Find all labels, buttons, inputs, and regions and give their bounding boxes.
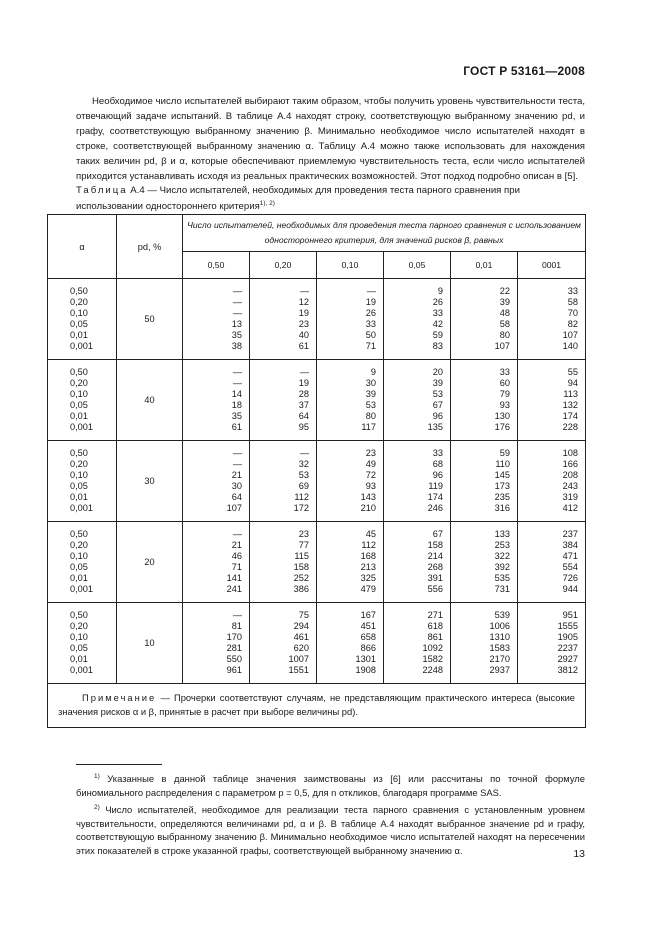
table-cell: 20 39 53 67 96 135 — [384, 360, 451, 441]
alpha-values: 0,50 0,20 0,10 0,05 0,01 0,001 — [48, 441, 117, 522]
table-cell: — 32 53 69 112 172 — [250, 441, 317, 522]
table-cell: 55 94 113 132 174 228 — [518, 360, 586, 441]
alpha-values: 0,50 0,20 0,10 0,05 0,01 0,001 — [48, 522, 117, 603]
alpha-values: 0,50 0,20 0,10 0,05 0,01 0,001 — [48, 360, 117, 441]
document-id: ГОСТ Р 53161—2008 — [463, 64, 585, 78]
note-row — [48, 684, 586, 728]
table-cell: 9 30 39 53 80 117 — [317, 360, 384, 441]
table-cell: 167 451 658 866 1301 1908 — [317, 603, 384, 684]
table-cell: 133 253 322 392 535 731 — [451, 522, 518, 603]
table-cell: — 19 26 33 50 71 — [317, 279, 384, 360]
header-alpha: α — [48, 215, 117, 279]
header-span: Число испытателей, необходимых для проведения теста парного сравнения с использованием одностороннего критерия, для значений рисков β, равных — [183, 215, 586, 252]
table-row — [48, 522, 586, 603]
alpha-values: 0,50 0,20 0,10 0,05 0,01 0,001 — [48, 603, 117, 684]
beta-header-5: 0001 — [518, 252, 586, 279]
table-cell: 75 294 461 620 1007 1551 — [250, 603, 317, 684]
table-cell: 33 68 96 119 174 246 — [384, 441, 451, 522]
table-note — [48, 684, 586, 728]
footnote-2-text: Число испытателей, необходимое для реализации теста парного сравнения с установленным уровнем чувствительности, определяются величинами pd, α и β. В таблице А.4 находят выбранное значение pd и графу, соответствующую выбранному значению β. Минимально необходимое число испытателей находят на пересечении этих показателей в строке указанной графы, соответствующей выбранному значению α. — [76, 804, 585, 856]
pd-value: 20 — [117, 522, 183, 603]
beta-header-0: 0,50 — [183, 252, 250, 279]
note-label: Примечание — [82, 692, 157, 703]
footnote-2 — [76, 801, 585, 857]
footnote-1 — [76, 770, 585, 799]
caption-refs: 1), 2) — [259, 199, 275, 207]
table-cell: 539 1006 1310 1583 2170 2937 — [451, 603, 518, 684]
caption-label: Таблица — [76, 185, 128, 196]
intro-paragraph — [76, 94, 585, 184]
footnote-1-marker: 1) — [94, 773, 100, 780]
pd-value: 40 — [117, 360, 183, 441]
table-cell: — 19 28 37 64 95 — [250, 360, 317, 441]
beta-header-2: 0,10 — [317, 252, 384, 279]
table-cell: — — 21 30 64 107 — [183, 441, 250, 522]
table-cell: 237 384 471 554 726 944 — [518, 522, 586, 603]
table-cell: — — — 13 35 38 — [183, 279, 250, 360]
footnote-1-text: Указанные в данной таблице значения заимствованы из [6] или рассчитаны по точной формуле биномиального распределения с параметром p = 0,5, для n откликов, благодаря программе SAS. — [76, 773, 585, 798]
pd-value: 30 — [117, 441, 183, 522]
table-caption — [76, 185, 585, 213]
page-number: 13 — [573, 848, 585, 860]
table-cell: 23 77 115 158 252 386 — [250, 522, 317, 603]
table-cell: 33 60 79 93 130 176 — [451, 360, 518, 441]
footnotes — [76, 770, 585, 859]
alpha-values: 0,50 0,20 0,10 0,05 0,01 0,001 — [48, 279, 117, 360]
table-cell: 23 49 72 93 143 210 — [317, 441, 384, 522]
table-cell: 271 618 861 1092 1582 2248 — [384, 603, 451, 684]
table-cell: 33 58 70 82 107 140 — [518, 279, 586, 360]
beta-header-3: 0,05 — [384, 252, 451, 279]
table-body — [48, 279, 586, 728]
beta-header-1: 0,20 — [250, 252, 317, 279]
table-row — [48, 279, 586, 360]
note-text: — Прочерки соответствуют случаям, не представляющим практического интереса (высокие значения рисков α и β, принятые в расчет при выборе величины pd). — [58, 692, 576, 717]
table-cell: 45 112 168 213 325 479 — [317, 522, 384, 603]
table-cell: 9 26 33 42 59 83 — [384, 279, 451, 360]
table-cell: — 12 19 23 40 61 — [250, 279, 317, 360]
table-cell: 951 1555 1905 2237 2927 3812 — [518, 603, 586, 684]
beta-header-4: 0,01 — [451, 252, 518, 279]
pd-value: 50 — [117, 279, 183, 360]
footnote-2-marker: 2) — [94, 804, 100, 812]
table-cell: — 81 170 281 550 961 — [183, 603, 250, 684]
header-pd: pd, % — [117, 215, 183, 279]
footnote-rule — [76, 764, 162, 765]
caption-number: А.4 — [130, 185, 145, 196]
table-cell: 108 166 208 243 319 412 — [518, 441, 586, 522]
table-cell: 59 110 145 173 235 316 — [451, 441, 518, 522]
table-cell: — 21 46 71 141 241 — [183, 522, 250, 603]
table-row — [48, 360, 586, 441]
table-cell: 67 158 214 268 391 556 — [384, 522, 451, 603]
table-row — [48, 603, 586, 684]
panelist-table — [47, 214, 586, 728]
table-cell: — — 14 18 35 61 — [183, 360, 250, 441]
table-row — [48, 441, 586, 522]
pd-value: 10 — [117, 603, 183, 684]
intro-text: Необходимое число испытателей выбирают таким образом, чтобы получить уровень чувствительности теста, отвечающий задаче испытаний. В таблице А.4 находят строку, соответствующую выбранному значению pd, и графу, соответствующую выбранному значению β. Минимально необходимое число испытателей находят в строке, соответствующей выбранному значению α. Таблицу А.4 можно также использовать для нахождения таких величин pd, β и α, которые обеспечивают приемлемую чувствительность теста, если число испытателей приходится устанавливать исходя из реальных практических возможностей. Этот подход подробно описан в [5]. — [76, 96, 585, 182]
table-cell: 22 39 48 58 80 107 — [451, 279, 518, 360]
caption-text: — Число испытателей, необходимых для проведения теста парного сравнения при использовании одностороннего критерия — [76, 185, 520, 212]
